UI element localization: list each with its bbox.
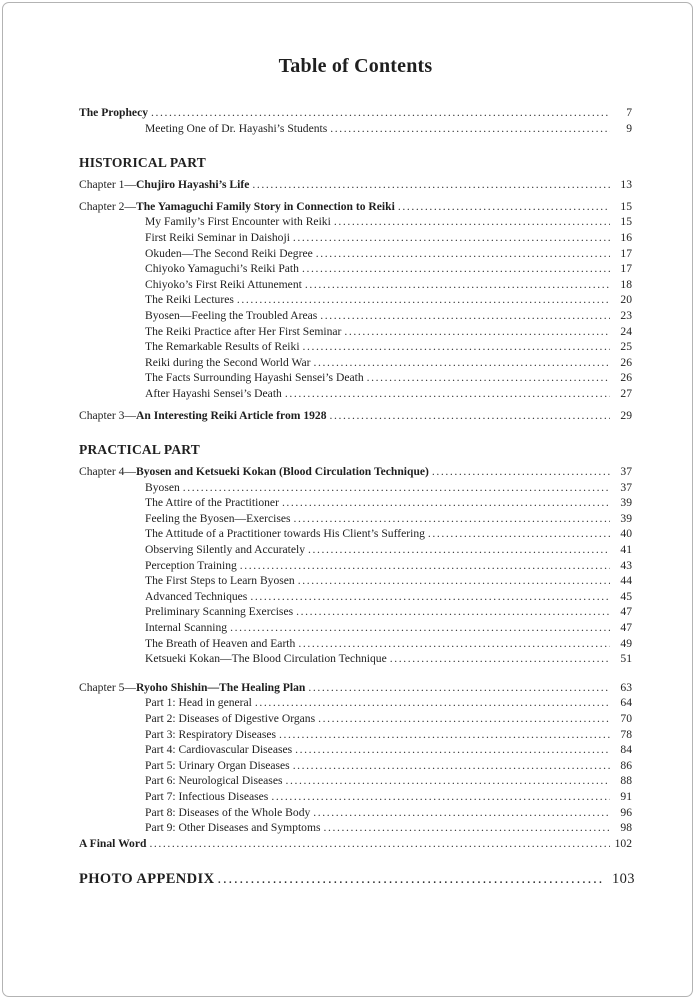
dot-leader	[320, 308, 610, 324]
dot-leader	[293, 230, 610, 246]
entry-title: Internal Scanning	[145, 621, 228, 635]
dot-leader	[318, 711, 610, 727]
dot-leader	[252, 177, 610, 193]
dot-leader	[285, 773, 610, 789]
dot-leader	[428, 526, 610, 542]
page-number: 70	[620, 712, 632, 725]
entry-title: Okuden—The Second Reiki Degree	[145, 246, 313, 260]
entry-title: The Facts Surrounding Hayashi Sensei’s Death	[145, 371, 364, 385]
entry-title: The Attitude of a Practitioner towards His Client’s Suffering	[145, 527, 425, 541]
dot-leader	[183, 480, 610, 496]
toc-entry	[79, 199, 632, 215]
dot-leader	[151, 105, 610, 121]
entry-title: The Attire of the Practitioner	[145, 496, 279, 510]
dot-leader	[367, 370, 610, 386]
page-number: 102	[614, 836, 632, 850]
entry-title: Ryoho Shishin—The Healing Plan	[136, 680, 306, 694]
toc-entry	[79, 121, 632, 137]
page-number: 39	[620, 496, 632, 510]
entry-title: Ketsueki Kokan—The Blood Circulation Technique	[145, 652, 387, 666]
toc-entry	[79, 261, 632, 277]
toc-section	[79, 105, 632, 136]
dot-leader	[217, 870, 605, 889]
toc-entry	[79, 695, 632, 711]
dot-leader	[390, 651, 610, 667]
dot-leader	[298, 573, 610, 589]
page-number: 45	[620, 589, 632, 603]
dot-leader	[293, 758, 610, 774]
page-number: 84	[620, 743, 632, 757]
chapter-prefix: Chapter 5—	[79, 680, 136, 694]
dot-leader	[279, 727, 610, 743]
part-heading: HISTORICAL PART	[79, 155, 206, 171]
page-number: 47	[620, 605, 632, 619]
dot-leader	[285, 386, 610, 402]
toc-entry	[79, 339, 632, 355]
toc-entry	[79, 789, 632, 805]
entry-title: Byosen	[145, 480, 180, 494]
page-number: 78	[620, 727, 632, 741]
entry-title: Part 1: Head in general	[145, 696, 252, 710]
page-number: 26	[620, 371, 632, 385]
dot-leader	[282, 495, 610, 511]
entry-title: An Interesting Reiki Article from 1928	[136, 408, 327, 422]
page-number: 96	[620, 805, 632, 819]
entry-title: Reiki during the Second World War	[145, 355, 311, 369]
entry-title: PHOTO APPENDIX	[79, 871, 215, 888]
entry-title: Feeling the Byosen—Exercises	[145, 511, 291, 525]
toc-entry	[79, 246, 632, 262]
page-number: 9	[626, 121, 632, 135]
page-number: 15	[620, 199, 632, 213]
page-number: 51	[620, 652, 632, 666]
chapter-prefix: Chapter 1—	[79, 178, 136, 192]
toc-entry	[79, 230, 632, 246]
toc-entry	[79, 558, 632, 574]
entry-title: Byosen—Feeling the Troubled Areas	[145, 308, 318, 322]
dot-leader	[308, 680, 610, 696]
entry-title: The Breath of Heaven and Earth	[145, 636, 296, 650]
dot-leader	[230, 620, 610, 636]
chapter-prefix: Chapter 3—	[79, 408, 136, 422]
toc-entry	[79, 511, 632, 527]
page-number: 20	[620, 293, 632, 307]
page-number: 7	[626, 106, 632, 119]
entry-title: The Prophecy	[79, 106, 149, 119]
dot-leader	[250, 589, 610, 605]
toc-section	[79, 154, 632, 423]
dot-leader	[237, 292, 610, 308]
entry-title: The Reiki Lectures	[145, 293, 234, 307]
toc-entry	[79, 742, 632, 758]
toc-section	[79, 870, 635, 889]
toc-entry	[79, 836, 632, 852]
page-number: 27	[620, 386, 632, 400]
toc-entry	[79, 651, 632, 667]
entry-title: The Remarkable Results of Reiki	[145, 340, 300, 354]
dot-leader	[313, 355, 610, 371]
entry-title: Chiyoko’s First Reiki Attunement	[145, 277, 302, 291]
toc-body	[79, 105, 635, 889]
page-number: 47	[620, 621, 632, 635]
dot-leader	[308, 542, 610, 558]
toc-entry	[79, 177, 632, 193]
page-number: 37	[620, 480, 632, 494]
entry-title: A Final Word	[79, 836, 147, 850]
entry-title: Part 7: Infectious Diseases	[145, 789, 269, 803]
toc-entry	[79, 805, 632, 821]
toc-entry	[79, 386, 632, 402]
entry-title: Part 5: Urinary Organ Diseases	[145, 758, 290, 772]
entry-title: Part 6: Neurological Diseases	[145, 774, 283, 788]
dot-leader	[324, 820, 611, 836]
toc-entry	[79, 727, 632, 743]
toc-entry	[79, 680, 632, 696]
page-number: 86	[620, 758, 632, 772]
dot-leader	[330, 408, 610, 424]
page-number: 18	[620, 277, 632, 291]
toc-entry	[79, 308, 632, 324]
toc-section	[79, 441, 632, 851]
entry-title: Byosen and Ketsueki Kokan (Blood Circulation Technique)	[136, 465, 429, 479]
page-number: 25	[620, 340, 632, 354]
entry-title: Part 3: Respiratory Diseases	[145, 727, 277, 741]
toc-entry	[79, 480, 632, 496]
page-number: 37	[620, 465, 632, 479]
entry-title: Part 9: Other Diseases and Symptoms	[145, 821, 321, 835]
page-number: 64	[620, 696, 632, 710]
page-number: 44	[620, 574, 632, 588]
dot-leader	[302, 261, 610, 277]
entry-title: Part 4: Cardiovascular Diseases	[145, 743, 293, 757]
toc-entry	[79, 773, 632, 789]
toc-entry	[79, 105, 632, 121]
toc-entry	[79, 573, 632, 589]
toc-entry	[79, 464, 632, 480]
toc-entry	[79, 292, 632, 308]
entry-title: The First Steps to Learn Byosen	[145, 574, 295, 588]
entry-title: Perception Training	[145, 558, 237, 572]
page-number: 103	[612, 871, 635, 888]
dot-leader	[344, 324, 610, 340]
toc-entry	[79, 620, 632, 636]
page-number: 24	[620, 324, 632, 338]
entry-title: Part 2: Diseases of Digestive Organs	[145, 712, 316, 725]
dot-leader	[305, 277, 610, 293]
dot-leader	[316, 246, 610, 262]
toc-entry	[79, 758, 632, 774]
entry-title: The Yamaguchi Family Story in Connection to Reiki	[136, 199, 395, 213]
entry-title: The Reiki Practice after Her First Seminar	[145, 324, 342, 338]
entry-title: After Hayashi Sensei’s Death	[145, 386, 282, 400]
dot-leader	[294, 511, 610, 527]
entry-title: Chujiro Hayashi’s Life	[136, 178, 250, 192]
toc-page	[2, 2, 693, 997]
toc-entry	[79, 589, 632, 605]
page-number: 88	[620, 774, 632, 788]
entry-title: Part 8: Diseases of the Whole Body	[145, 805, 311, 819]
toc-entry	[79, 636, 632, 652]
dot-leader	[240, 558, 610, 574]
toc-entry	[79, 526, 632, 542]
toc-entry	[79, 277, 632, 293]
toc-entry	[79, 370, 632, 386]
page-number: 39	[620, 511, 632, 525]
page-number: 91	[620, 789, 632, 803]
entry-title: Observing Silently and Accurately	[145, 543, 306, 557]
entry-title: Advanced Techniques	[145, 589, 248, 603]
chapter-prefix: Chapter 2—	[79, 199, 136, 213]
page-number: 43	[620, 558, 632, 572]
dot-leader	[296, 604, 610, 620]
dot-leader	[303, 339, 610, 355]
dot-leader	[334, 214, 610, 230]
page-number: 15	[620, 215, 632, 229]
page-number: 29	[620, 408, 632, 422]
toc-entry	[79, 408, 632, 424]
entry-title: Chiyoko Yamaguchi’s Reiki Path	[145, 262, 299, 276]
page-number: 49	[620, 636, 632, 650]
page-number: 16	[620, 230, 632, 244]
page-number: 26	[620, 355, 632, 369]
toc-entry	[79, 711, 632, 727]
entry-title: Preliminary Scanning Exercises	[145, 605, 294, 619]
page-number: 63	[620, 680, 632, 694]
dot-leader	[149, 836, 610, 852]
toc-entry	[79, 604, 632, 620]
dot-leader	[432, 464, 610, 480]
toc-entry	[79, 214, 632, 230]
toc-entry	[79, 324, 632, 340]
part-heading: PRACTICAL PART	[79, 442, 200, 458]
toc-entry	[79, 495, 632, 511]
dot-leader	[330, 121, 610, 137]
page-number: 13	[620, 178, 632, 192]
entry-title: First Reiki Seminar in Daishoji	[145, 230, 290, 244]
toc-entry	[79, 870, 635, 889]
dot-leader	[295, 742, 610, 758]
page-number: 23	[620, 308, 632, 322]
page-number: 98	[620, 821, 632, 835]
dot-leader	[271, 789, 610, 805]
toc-entry	[79, 820, 632, 836]
toc-entry	[79, 542, 632, 558]
chapter-prefix: Chapter 4—	[79, 465, 136, 479]
dot-leader	[398, 199, 610, 215]
page-number: 40	[620, 527, 632, 541]
page-title: Table of Contents	[278, 55, 433, 77]
page-number: 17	[620, 262, 632, 276]
page-number: 41	[620, 543, 632, 557]
dot-leader	[255, 695, 610, 711]
entry-title: Meeting One of Dr. Hayashi’s Students	[145, 121, 328, 135]
dot-leader	[298, 636, 610, 652]
page-number: 17	[620, 246, 632, 260]
entry-title: My Family’s First Encounter with Reiki	[145, 215, 331, 229]
toc-entry	[79, 355, 632, 371]
dot-leader	[313, 805, 610, 821]
